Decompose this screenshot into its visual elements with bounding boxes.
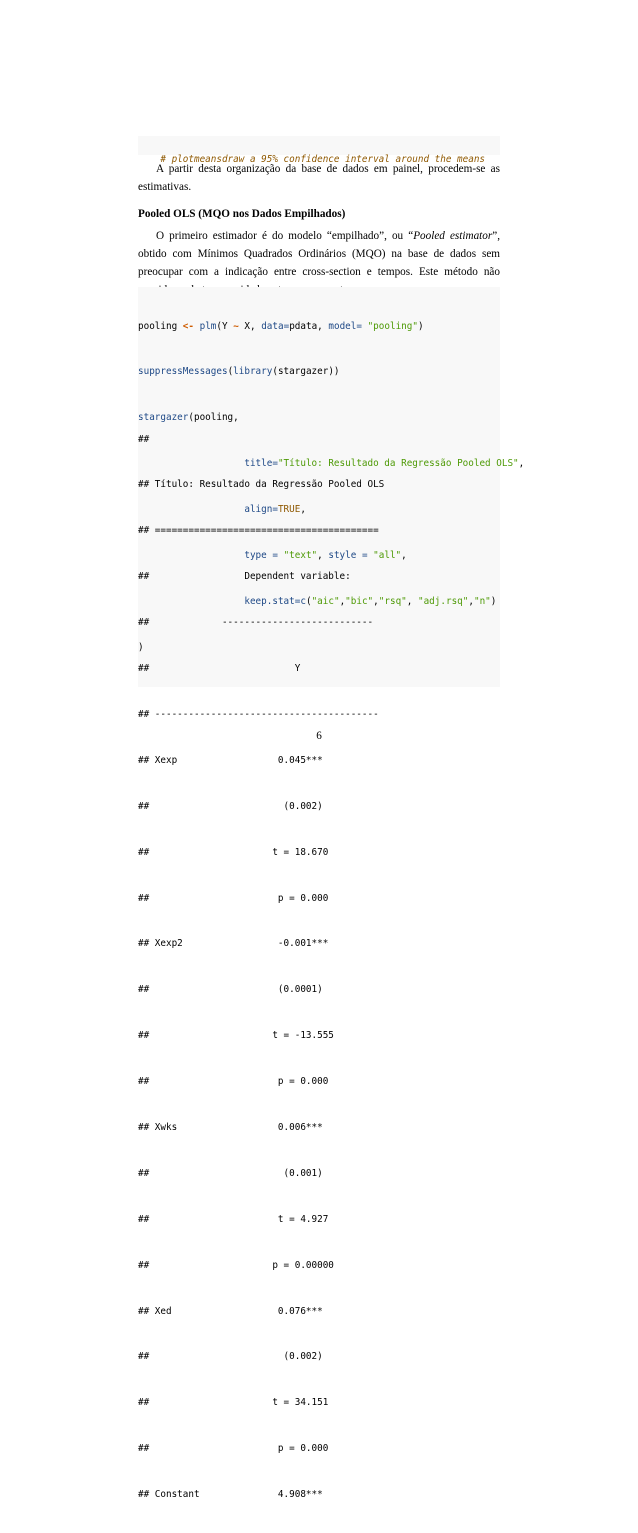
code-line-5: align=TRUE, [244, 504, 306, 516]
output-line: ## t = 34.151 [138, 1397, 329, 1409]
code-line-4: title="Título: Resultado da Regressão Pooled OLS", [244, 458, 525, 470]
paragraph-text-after-emphasis: ”, obtido com Mínimos Quadrados Ordinários (MQO) na base de dados sem preocupar com a indicação entre cross-section e tempos. Este método não [138, 230, 500, 278]
output-line: ## Y [138, 663, 301, 675]
output-line: ## p = 0.000 [138, 892, 329, 904]
code-comment: # plotmeansdraw a 95% confidence interval around the means [160, 154, 486, 166]
output-line: ## t = -13.555 [138, 1030, 334, 1042]
code-line-3: stargazer(pooling, [138, 412, 239, 424]
output-line: ## (0.001) [138, 1167, 323, 1179]
output-line: ## (0.0001) [138, 984, 323, 996]
output-line: ## Xexp2 -0.001*** [138, 938, 329, 950]
output-line: ## p = 0.000 [138, 1443, 329, 1455]
code-line-8: ) [138, 641, 144, 653]
regression-output [138, 401, 384, 1533]
output-line: ## Xexp 0.045*** [138, 754, 323, 766]
output-line: ## p = 0.00000 [138, 1259, 334, 1271]
comment-code-block [138, 136, 500, 166]
code-line-6: type = "text", style = "all", [244, 550, 407, 562]
output-line: ## (0.002) [138, 1351, 323, 1363]
output-line: ## (0.002) [138, 800, 323, 812]
output-line: ## p = 0.000 [138, 1076, 329, 1088]
code-line-7: keep.stat=c("aic","bic","rsq", "adj.rsq","n") [244, 595, 497, 607]
intro-paragraph [138, 160, 500, 196]
output-line: ## [138, 433, 150, 445]
output-line: ## t = 4.927 [138, 1213, 329, 1225]
intro-paragraph-text: A partir desta organização da base de dados em painel, procedem-se as estimativas. [138, 163, 500, 193]
output-line: ## ======================================== [138, 525, 379, 537]
emphasis-pooled-estimator: Pooled estimator [413, 230, 493, 242]
output-line: ## Xwks 0.006*** [138, 1121, 323, 1133]
section-heading: Pooled OLS (MQO nos Dados Empilhados) [138, 208, 346, 220]
output-line: ## --------------------------- [138, 617, 374, 629]
code-line-1: pooling <- plm(Y ~ X, data=pdata, model= "pooling") [138, 320, 424, 332]
output-line: ## Xed 0.076*** [138, 1305, 323, 1317]
page-number: 6 [316, 730, 322, 742]
code-line-2: suppressMessages(library(stargazer)) [138, 366, 340, 378]
output-line: ## Constant 4.908*** [138, 1489, 323, 1501]
output-line: ## Dependent variable: [138, 571, 351, 583]
output-line: ## t = 18.670 [138, 846, 329, 858]
paragraph-text-before-emphasis: O primeiro estimador é do modelo “empilhado”, ou “ [156, 230, 414, 242]
output-line: ## ---------------------------------------- [138, 708, 379, 720]
output-line: ## Título: Resultado da Regressão Pooled OLS [138, 479, 385, 491]
